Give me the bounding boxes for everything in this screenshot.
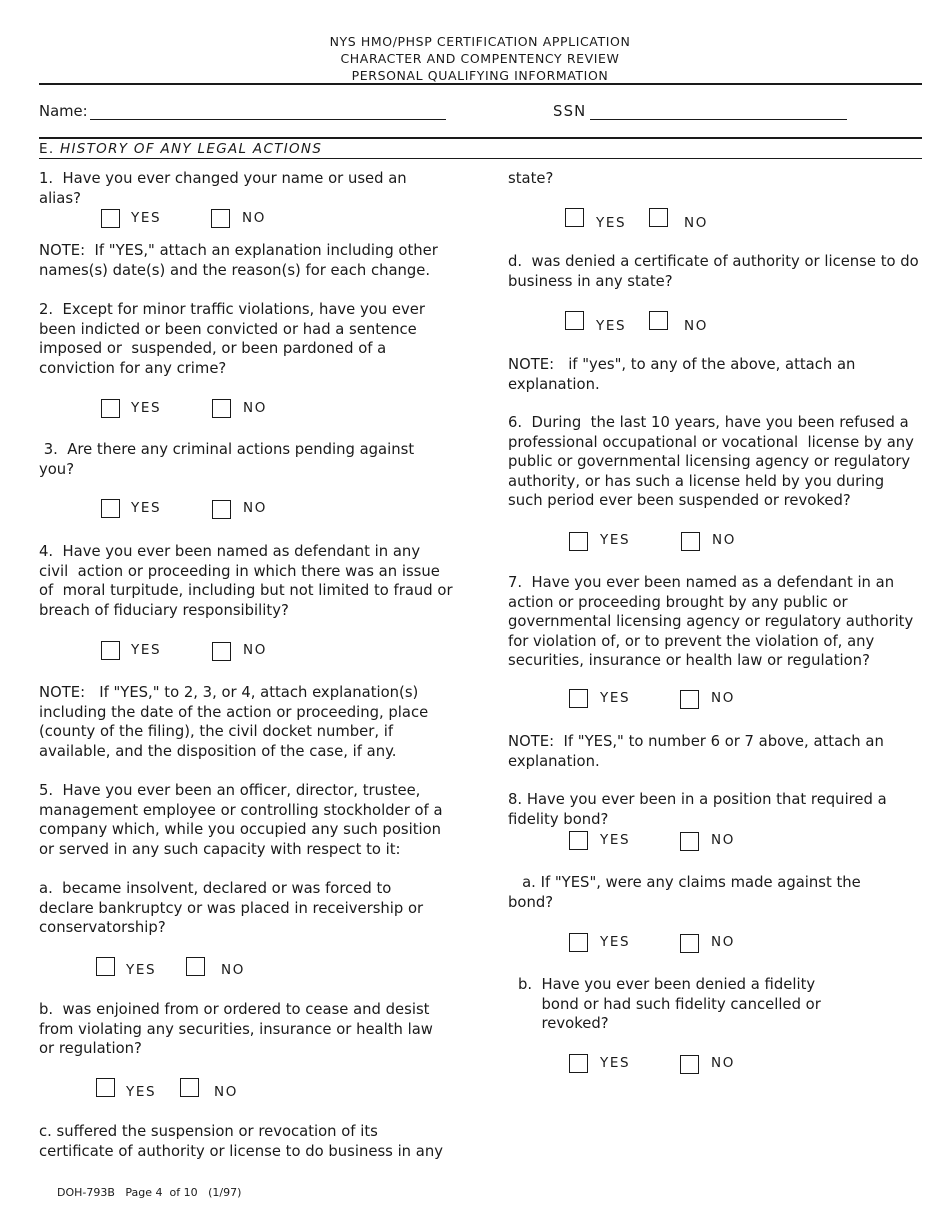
q2-no-label: NO bbox=[243, 400, 267, 416]
form-title: NYS HMO/PHSP CERTIFICATION APPLICATION bbox=[329, 34, 631, 49]
question-8: 8. Have you ever been in a position that required a fidelity bond? bbox=[508, 791, 887, 828]
q5c-yes-label: YES bbox=[596, 215, 627, 231]
q7-yes-checkbox[interactable] bbox=[569, 689, 588, 708]
question-5d: d. was denied a certificate of authority or license to do business in any state? bbox=[508, 253, 919, 290]
question-1: 1. Have you ever changed your name or used an alias? bbox=[39, 170, 407, 207]
q5a-no-checkbox[interactable] bbox=[186, 957, 205, 976]
note-2: NOTE: If "YES," to 2, 3, or 4, attach explanation(s) including the date of the action or proceeding, place (county of the filing), the civil docket number, if available, and the disposition of the case, if any. bbox=[39, 684, 429, 760]
q4-yes-checkbox[interactable] bbox=[101, 641, 120, 660]
q8b-no-label: NO bbox=[711, 1055, 735, 1071]
q8-yes-label: YES bbox=[600, 832, 631, 848]
q7-yes-label: YES bbox=[600, 690, 631, 706]
header-divider bbox=[39, 83, 922, 85]
question-2: 2. Except for minor traffic violations, have you ever been indicted or been convicted or had a sentence imposed or suspended, or been pardoned of a conviction for any crime? bbox=[39, 301, 425, 377]
q5d-yes-checkbox[interactable] bbox=[565, 311, 584, 330]
q8b-yes-label: YES bbox=[600, 1055, 631, 1071]
question-8a: a. If "YES", were any claims made against the bond? bbox=[508, 874, 861, 911]
q5c-yes-checkbox[interactable] bbox=[565, 208, 584, 227]
q7-no-checkbox[interactable] bbox=[680, 690, 699, 709]
q8a-no-checkbox[interactable] bbox=[680, 934, 699, 953]
q6-no-label: NO bbox=[712, 532, 736, 548]
form-subtitle: CHARACTER AND COMPENTENCY REVIEW bbox=[340, 51, 620, 66]
note-4: NOTE: If "YES," to number 6 or 7 above, attach an explanation. bbox=[508, 733, 884, 770]
q5a-no-label: NO bbox=[221, 962, 245, 978]
page-footer: DOH-793B Page 4 of 10 (1/97) bbox=[57, 1186, 242, 1199]
ssn-field[interactable] bbox=[590, 119, 847, 120]
q8a-yes-label: YES bbox=[600, 934, 631, 950]
q2-yes-label: YES bbox=[131, 400, 162, 416]
q6-no-checkbox[interactable] bbox=[681, 532, 700, 551]
q8-no-label: NO bbox=[711, 832, 735, 848]
q4-yes-label: YES bbox=[131, 642, 162, 658]
q4-no-checkbox[interactable] bbox=[212, 642, 231, 661]
question-5b: b. was enjoined from or ordered to cease and desist from violating any securities, insurance or health law or regulation? bbox=[39, 1001, 433, 1058]
q8a-no-label: NO bbox=[711, 934, 735, 950]
section-bottom-rule bbox=[39, 158, 922, 159]
ssn-label: SSN bbox=[553, 103, 587, 120]
q5a-yes-label: YES bbox=[126, 962, 157, 978]
question-6: 6. During the last 10 years, have you been refused a professional occupational or vocational license by any public or governmental licensing agency or regulatory authority, or has such a license held by you during such period ever been suspended or revoked? bbox=[508, 414, 914, 510]
section-letter: E. bbox=[39, 141, 55, 157]
q3-no-label: NO bbox=[243, 500, 267, 516]
q2-yes-checkbox[interactable] bbox=[101, 399, 120, 418]
q8b-yes-checkbox[interactable] bbox=[569, 1054, 588, 1073]
q8-yes-checkbox[interactable] bbox=[569, 831, 588, 850]
q2-no-checkbox[interactable] bbox=[212, 399, 231, 418]
q5a-yes-checkbox[interactable] bbox=[96, 957, 115, 976]
note-3: NOTE: if "yes", to any of the above, attach an explanation. bbox=[508, 356, 856, 393]
question-5c-continued: state? bbox=[508, 170, 554, 187]
name-field[interactable] bbox=[90, 119, 446, 120]
q1-no-label: NO bbox=[242, 210, 266, 226]
question-4: 4. Have you ever been named as defendant in any civil action or proceeding in which there was an issue of moral turpitude, including but not limited to fraud or breach of fiduciary responsibility? bbox=[39, 543, 453, 619]
question-5: 5. Have you ever been an officer, director, trustee, management employee or controlling stockholder of a company which, while you occupied any such position or served in any such capacity with respect to it: bbox=[39, 782, 443, 858]
section-title: HISTORY OF ANY LEGAL ACTIONS bbox=[60, 141, 323, 157]
name-label: Name: bbox=[39, 103, 88, 120]
question-7: 7. Have you ever been named as a defendant in an action or proceeding brought by any public or governmental licensing agency or regulatory authority for violation of, or to prevent the violation of, any securities, insurance or health law or regulation? bbox=[508, 574, 914, 670]
question-8b: b. Have you ever been denied a fidelity bond or had such fidelity cancelled or revoked? bbox=[518, 976, 821, 1033]
q8b-no-checkbox[interactable] bbox=[680, 1055, 699, 1074]
q5b-no-checkbox[interactable] bbox=[180, 1078, 199, 1097]
q5d-yes-label: YES bbox=[596, 318, 627, 334]
q7-no-label: NO bbox=[711, 690, 735, 706]
q5c-no-label: NO bbox=[684, 215, 708, 231]
q4-no-label: NO bbox=[243, 642, 267, 658]
question-5a: a. became insolvent, declared or was forced to declare bankruptcy or was placed in receivership or conservatorship? bbox=[39, 880, 424, 937]
form-section-heading: PERSONAL QUALIFYING INFORMATION bbox=[351, 68, 609, 83]
q5b-yes-checkbox[interactable] bbox=[96, 1078, 115, 1097]
q8a-yes-checkbox[interactable] bbox=[569, 933, 588, 952]
q3-yes-checkbox[interactable] bbox=[101, 499, 120, 518]
q5d-no-checkbox[interactable] bbox=[649, 311, 668, 330]
q6-yes-label: YES bbox=[600, 532, 631, 548]
section-top-rule bbox=[39, 137, 922, 139]
q5b-no-label: NO bbox=[214, 1084, 238, 1100]
q5c-no-checkbox[interactable] bbox=[649, 208, 668, 227]
q8-no-checkbox[interactable] bbox=[680, 832, 699, 851]
section-heading bbox=[39, 141, 322, 157]
question-3: 3. Are there any criminal actions pending against you? bbox=[39, 441, 415, 478]
q1-yes-label: YES bbox=[131, 210, 162, 226]
q3-no-checkbox[interactable] bbox=[212, 500, 231, 519]
q1-no-checkbox[interactable] bbox=[211, 209, 230, 228]
q1-yes-checkbox[interactable] bbox=[101, 209, 120, 228]
q5b-yes-label: YES bbox=[126, 1084, 157, 1100]
q5d-no-label: NO bbox=[684, 318, 708, 334]
q3-yes-label: YES bbox=[131, 500, 162, 516]
note-1: NOTE: If "YES," attach an explanation including other names(s) date(s) and the reason(s) for each change. bbox=[39, 242, 438, 279]
question-5c: c. suffered the suspension or revocation of its certificate of authority or license to do business in any bbox=[39, 1123, 443, 1160]
q6-yes-checkbox[interactable] bbox=[569, 532, 588, 551]
